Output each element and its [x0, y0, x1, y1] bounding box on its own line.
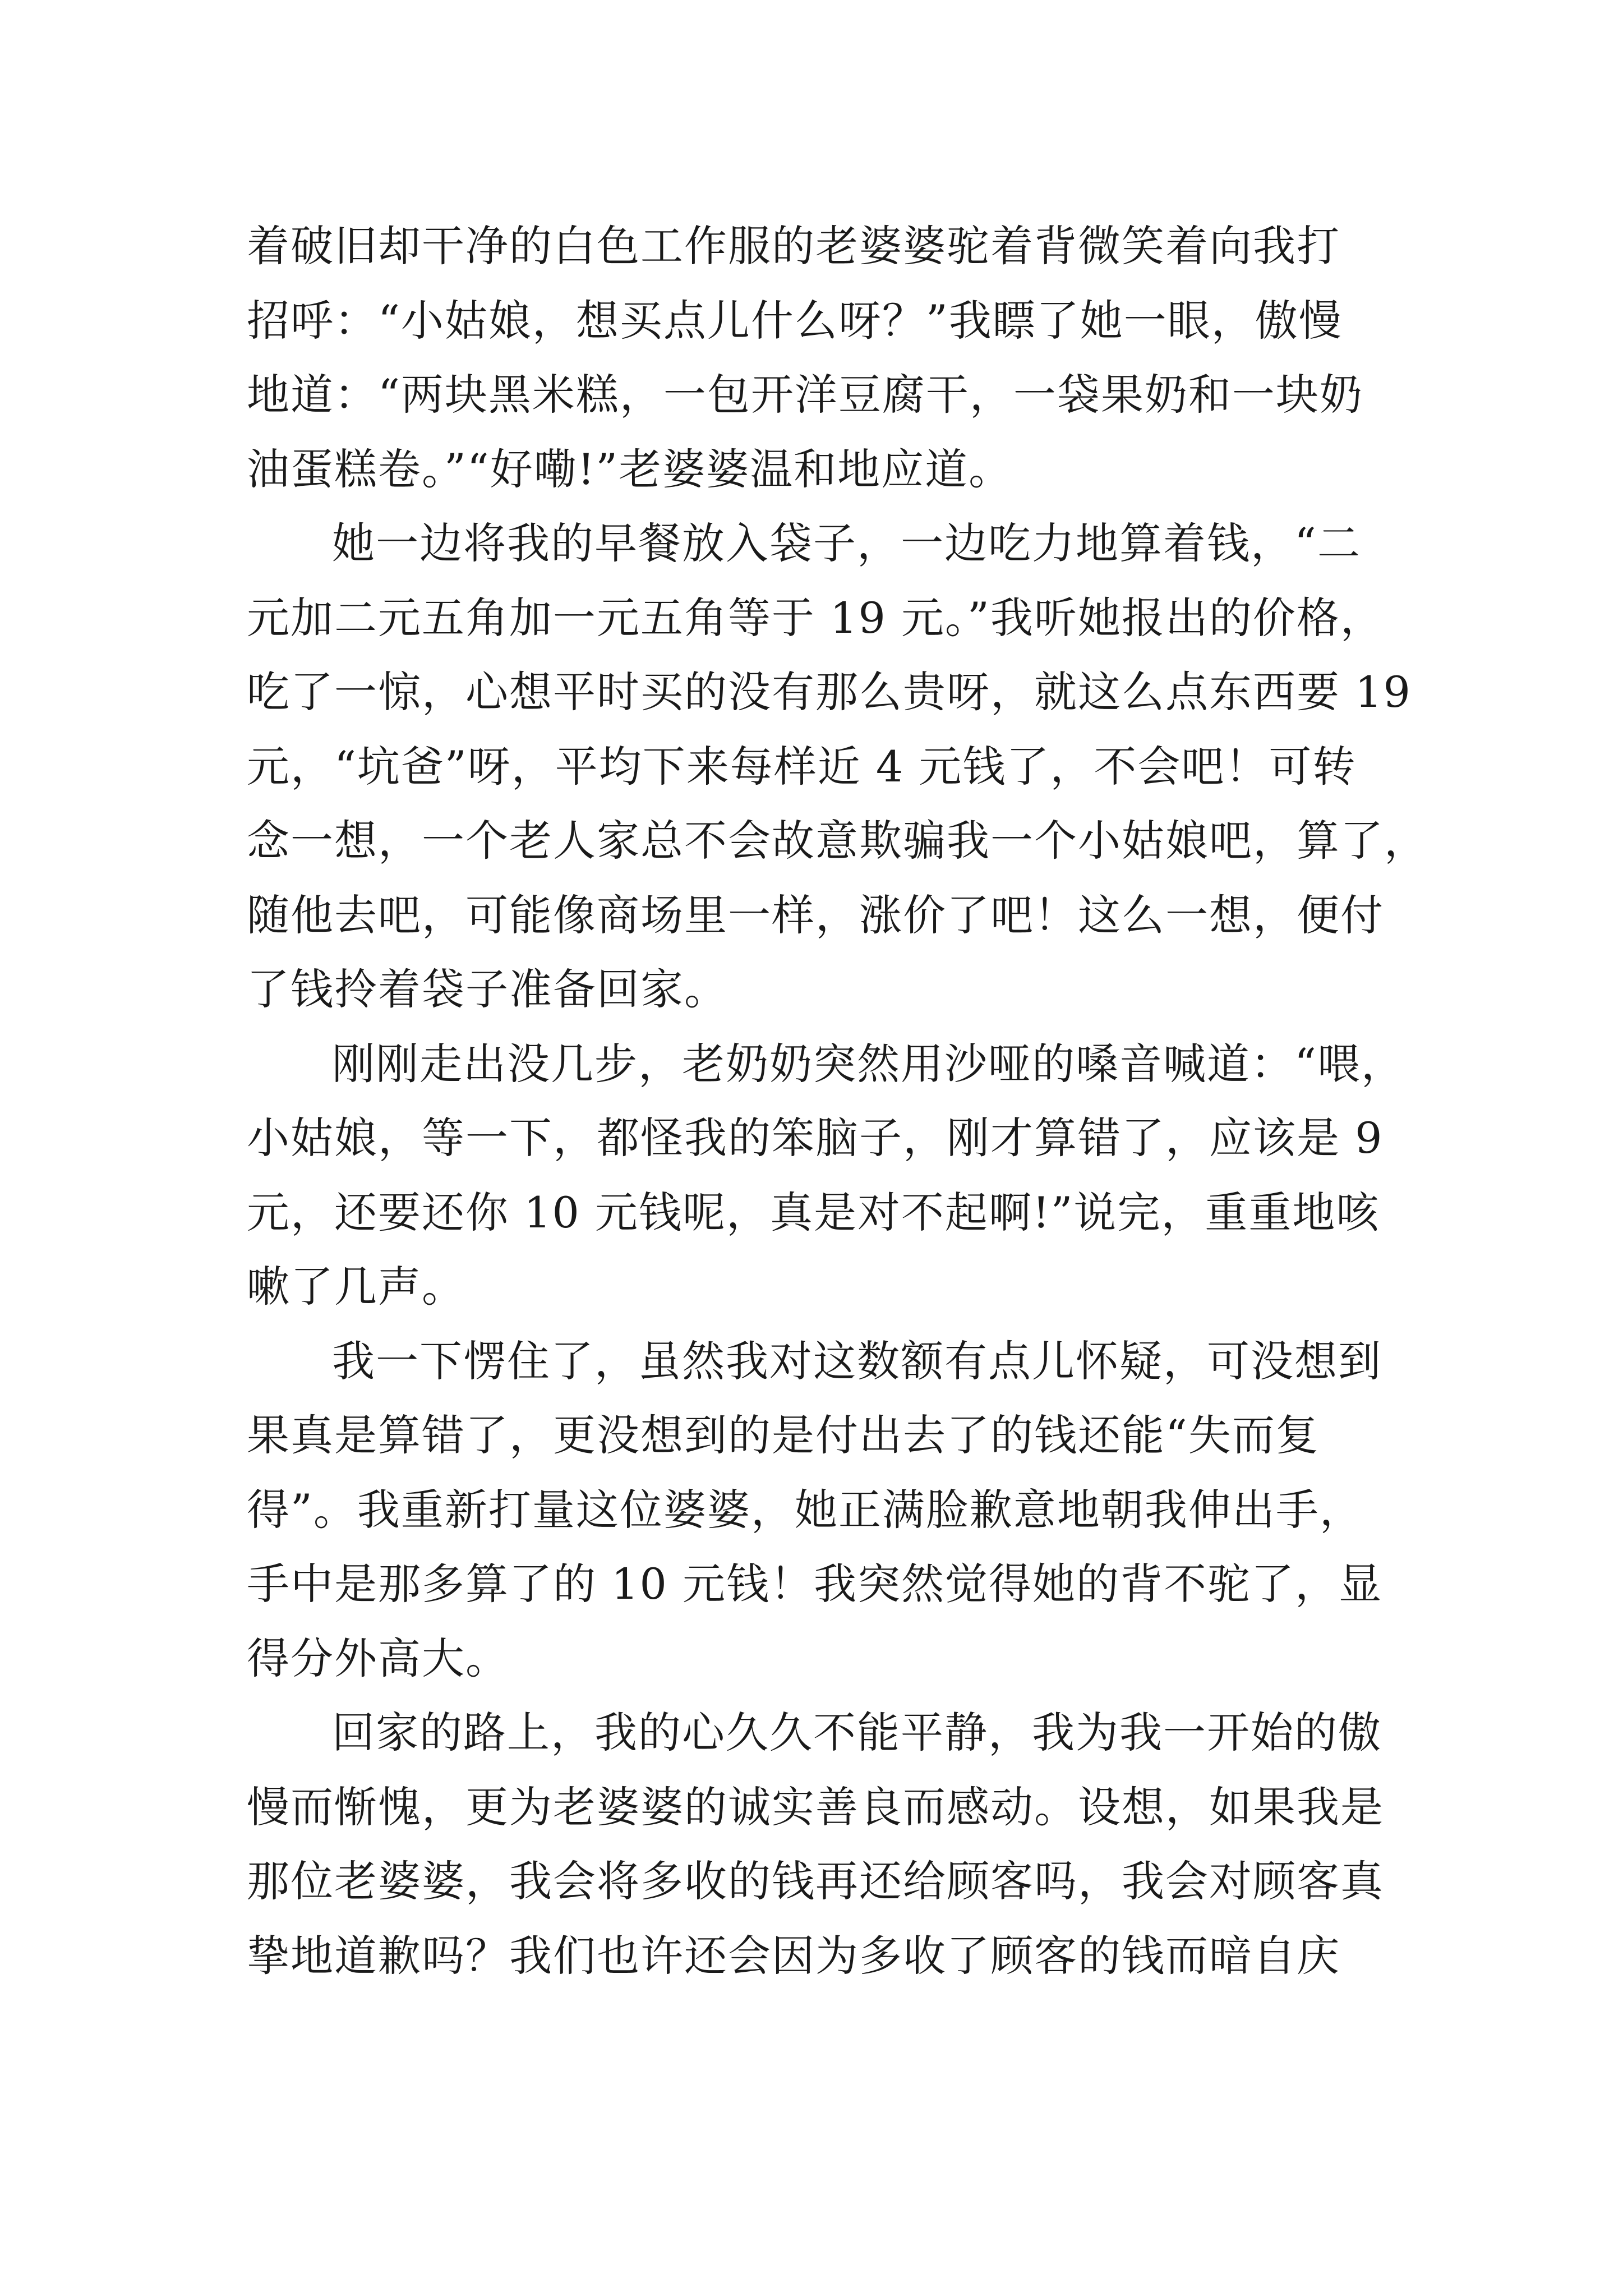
- body-text: [247, 209, 1428, 1993]
- text-line: 元加二元五角加一元五角等于 19 元。”我听她报出的价格，: [247, 592, 1384, 643]
- text-line: 嗽了几声。: [247, 1262, 465, 1312]
- text-line: 地道：“两块黑米糕，一包开洋豆腐干，一袋果奶和一块奶: [247, 370, 1363, 420]
- text-line: 元，“坑爸”呀，平均下来每样近 4 元钱了，不会吧！可转: [247, 741, 1357, 792]
- text-line: 那位老婆婆，我会将多收的钱再还给顾客吗，我会对顾客真: [247, 1856, 1384, 1906]
- text-line: 果真是算错了，更没想到的是付出去了的钱还能“失而复: [247, 1410, 1320, 1460]
- text-line: 挚地道歉吗？我们也许还会因为多收了顾客的钱而暗自庆: [247, 1930, 1340, 1981]
- text-line: 我一下愣住了，虽然我对这数额有点儿怀疑，可没想到: [332, 1336, 1382, 1386]
- text-line: 了钱拎着袋子准备回家。: [247, 964, 728, 1014]
- text-line: 小姑娘，等一下，都怪我的笨脑子，刚才算错了，应该是 9: [247, 1113, 1384, 1163]
- text-line: 得”。我重新打量这位婆婆，她正满脸歉意地朝我伸出手，: [247, 1484, 1363, 1535]
- text-line: 她一边将我的早餐放入袋子，一边吃力地算着钱，“二: [332, 518, 1361, 568]
- text-line: 招呼：“小姑娘，想买点儿什么呀？”我瞟了她一眼，傲慢: [247, 295, 1343, 346]
- text-line: 刚刚走出没几步，老奶奶突然用沙哑的嗓音喊道：“喂，: [332, 1038, 1405, 1089]
- text-line: 慢而惭愧，更为老婆婆的诚实善良而感动。设想，如果我是: [247, 1782, 1384, 1832]
- text-line: 吃了一惊，心想平时买的没有那么贵呀，就这么点东西要 19: [247, 667, 1412, 717]
- text-line: 油蛋糕卷。”“好嘞!”老婆婆温和地应道。: [247, 444, 1013, 494]
- text-line: 回家的路上，我的心久久不能平静，我为我一开始的傲: [332, 1708, 1382, 1757]
- text-line: 着破旧却干净的白色工作服的老婆婆驼着背微笑着向我打: [247, 221, 1340, 271]
- text-line: 随他去吧，可能像商场里一样，涨价了吧！这么一想，便付: [247, 890, 1384, 940]
- text-line: 手中是那多算了的 10 元钱！我突然觉得她的背不驼了，显: [247, 1559, 1383, 1609]
- text-line: 得分外高大。: [247, 1633, 509, 1683]
- text-line: 念一想，一个老人家总不会故意欺骗我一个小姑娘吧，算了，: [247, 816, 1428, 866]
- text-line: 元，还要还你 10 元钱呢，真是对不起啊!”说完，重重地咳: [247, 1187, 1380, 1237]
